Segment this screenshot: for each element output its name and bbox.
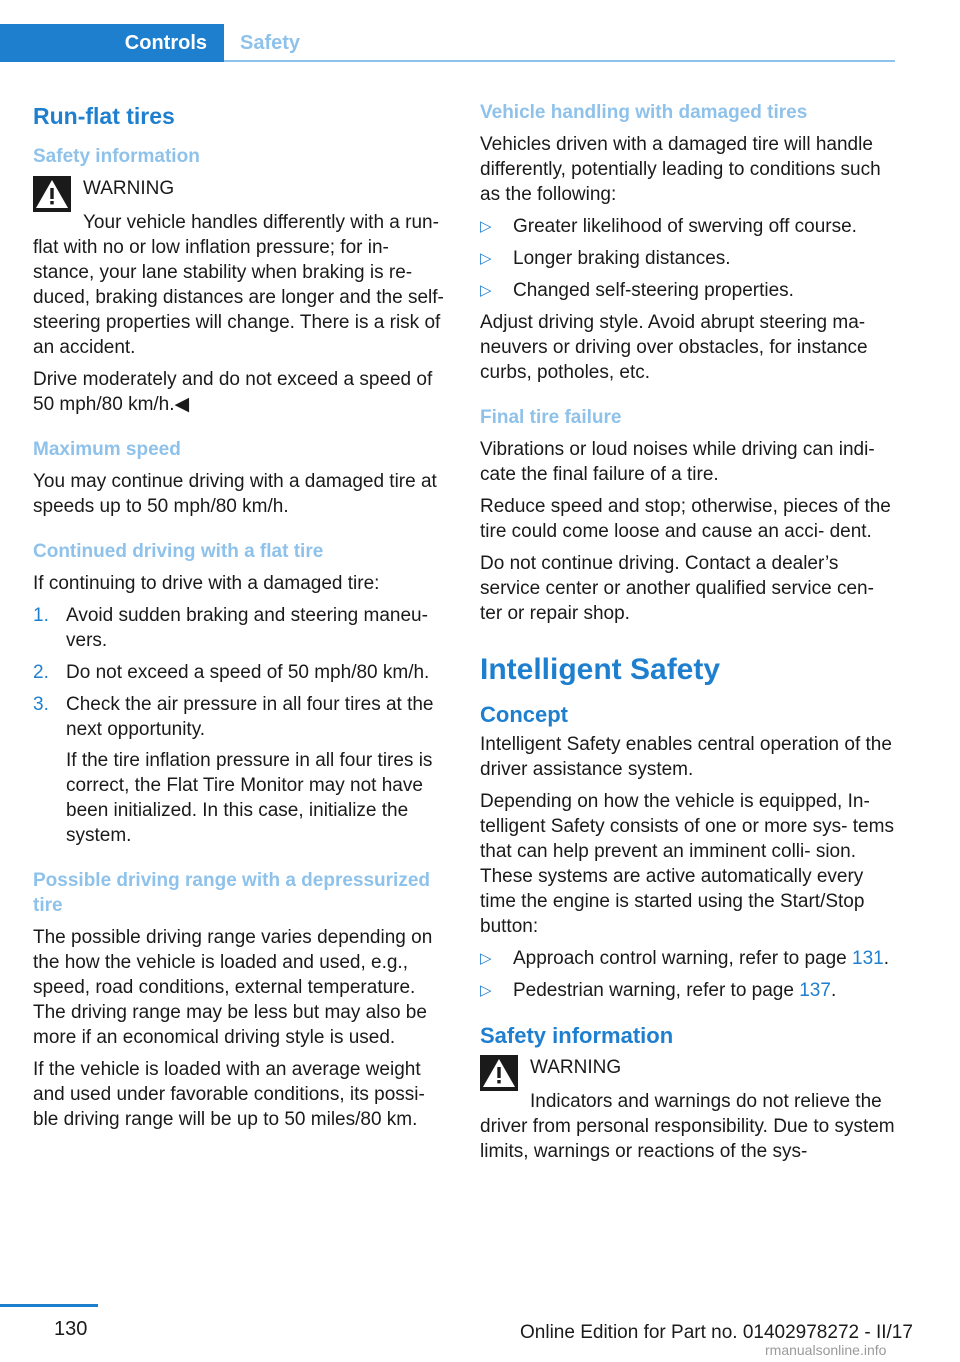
triangle-right-icon: ▷ <box>480 982 492 999</box>
step-text: Do not exceed a speed of 50 mph/80 km/h. <box>66 662 430 683</box>
header-divider <box>224 60 895 62</box>
heading-driving-range: Possible driving range with a depressurized tire <box>33 870 430 916</box>
list-item <box>33 692 451 848</box>
triangle-right-icon: ▷ <box>480 282 492 299</box>
handling-text: Vehicles driven with a damaged tire will handle differently, potentially leading to conditions such as the following: <box>480 134 881 205</box>
list-item <box>480 246 896 271</box>
step-number: 1. <box>33 605 49 626</box>
list-item-text: Approach control warning, refer to page <box>513 948 847 969</box>
concept-text-1: Intelligent Safety enables central operation of the driver assistance system. <box>480 734 892 780</box>
failure-text-2: Reduce speed and stop; otherwise, pieces of the tire could come loose and cause an acci- dent. <box>480 496 891 542</box>
edition-note: Online Edition for Part no. 01402978272 - II/17 <box>520 1322 913 1343</box>
heading-safety-information-2: Safety information <box>480 1023 674 1048</box>
continued-text: If continuing to drive with a damaged tire: <box>33 573 380 594</box>
list-item <box>33 660 451 685</box>
range-text-2: If the vehicle is loaded with an average weight and used under favorable conditions, its possi- ble driving range will be up to 50 miles/80 km. <box>33 1059 425 1130</box>
triangle-right-icon: ▷ <box>480 950 492 967</box>
systems-list <box>480 946 896 1003</box>
right-column <box>480 100 896 1171</box>
list-item: ▷ Pedestrian warning, refer to page 137. <box>480 980 837 1001</box>
warning-text-2: Drive moderately and do not exceed a speed of 50 mph/80 km/h.◀ <box>33 369 433 415</box>
step-subtext: If the tire inflation pressure in all four tires is correct, the Flat Tire Monitor may not have been initialized. In this case, initialize the system. <box>66 750 433 846</box>
warning-block <box>480 1055 896 1095</box>
heading-safety-information: Safety information <box>33 146 200 167</box>
list-item-text: Changed self-steering properties. <box>513 280 794 301</box>
left-column <box>33 100 451 1139</box>
page-number-rule <box>0 1304 98 1307</box>
warning-title: WARNING <box>530 1057 622 1078</box>
steps-list <box>33 603 451 848</box>
step-number: 2. <box>33 662 49 683</box>
max-speed-text: You may continue driving with a damaged tire at speeds up to 50 mph/80 km/h. <box>33 471 437 517</box>
step-text: Check the air pressure in all four tires at the next opportunity. <box>66 694 434 740</box>
heading-vehicle-handling: Vehicle handling with damaged tires <box>480 102 808 123</box>
header-tabs <box>0 0 960 62</box>
tab-controls[interactable]: Controls <box>0 24 224 62</box>
heading-concept: Concept <box>480 702 568 727</box>
triangle-right-icon: ▷ <box>480 218 492 235</box>
range-text-1: The possible driving range varies depending on the how the vehicle is loaded and used, e.g., speed, road conditions, external temperature. The driving range may be less but may also be more if an economical driving style is used. <box>33 927 433 1048</box>
warning-block <box>33 176 451 216</box>
heading-continued-driving: Continued driving with a flat tire <box>33 541 324 562</box>
watermark: rmanualsonline.info <box>765 1342 887 1358</box>
heading-maximum-speed: Maximum speed <box>33 439 181 460</box>
step-text: Avoid sudden braking and steering maneu- vers. <box>66 605 428 651</box>
step-number: 3. <box>33 694 49 715</box>
list-item <box>33 603 451 653</box>
failure-text-1: Vibrations or loud noises while driving can indi- cate the final failure of a tire. <box>480 439 875 485</box>
page-link-131[interactable]: 131 <box>852 948 884 969</box>
warning-triangle-icon <box>33 176 71 212</box>
warning-text: Indicators and warnings do not relieve the driver from personal responsibility. Due to system limits, warnings or reactions of the sys- <box>480 1091 895 1162</box>
section-title-run-flat: Run-flat tires <box>33 103 175 129</box>
handling-list <box>480 214 896 303</box>
list-item: ▷ Approach control warning, refer to page 131. <box>480 948 890 969</box>
concept-text-2: Depending on how the vehicle is equipped, In- telligent Safety consists of one or more sys- tems that can help prevent an imminent colli- sion. These systems are active automatically every time the engine is started using the Start/Stop button: <box>480 791 894 937</box>
list-item-text: Pedestrian warning, refer to page <box>513 980 794 1001</box>
warning-triangle-icon <box>480 1055 518 1091</box>
list-item <box>480 214 896 239</box>
heading-final-tire-failure: Final tire failure <box>480 407 622 428</box>
handling-after-text: Adjust driving style. Avoid abrupt steering ma- neuvers or driving over obstacles, for instance curbs, potholes, etc. <box>480 312 868 383</box>
page-number: 130 <box>54 1318 88 1340</box>
section-title-intelligent-safety: Intelligent Safety <box>480 653 721 686</box>
warning-text: Your vehicle handles differently with a run-flat with no or low inflation pressure; for in- stance, your lane stability when braking is re- duced, braking distances are longer and the self-steering properties will change. There is a risk of an accident. <box>33 212 444 358</box>
failure-text-3: Do not continue driving. Contact a dealer’s service center or another qualified service cen- ter or repair shop. <box>480 553 874 624</box>
list-item <box>480 278 896 303</box>
tab-safety[interactable]: Safety <box>240 32 301 54</box>
page-link-137[interactable]: 137 <box>799 980 831 1001</box>
triangle-right-icon: ▷ <box>480 250 492 267</box>
list-item-text: Longer braking distances. <box>513 248 731 269</box>
list-item-text: Greater likelihood of swerving off course. <box>513 216 857 237</box>
warning-title: WARNING <box>83 178 175 199</box>
